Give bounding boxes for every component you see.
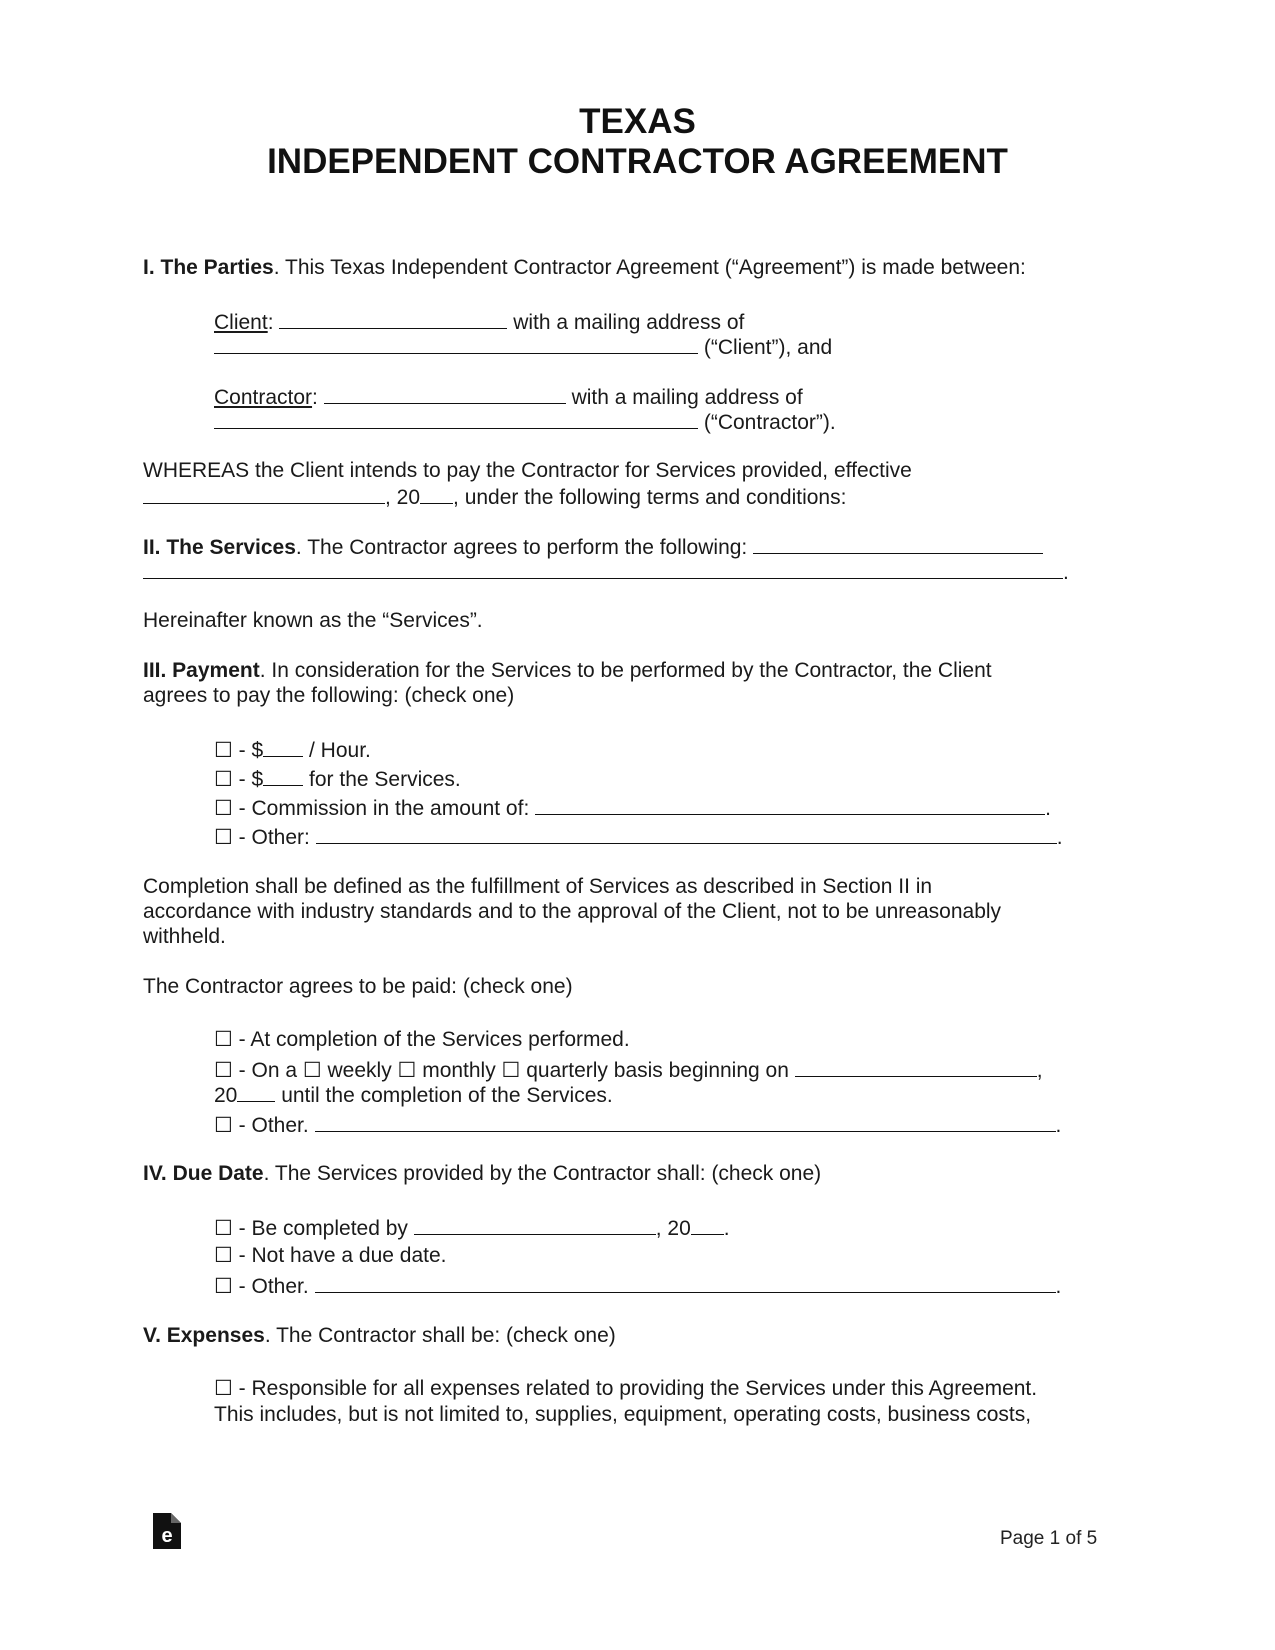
- whereas-terms: , under the following terms and conditions:: [453, 486, 847, 509]
- expenses-paragraph: [143, 1323, 616, 1348]
- whereas-year-prefix: , 20: [385, 486, 421, 509]
- whereas-line1: WHEREAS the Client intends to pay the Contractor for Services provided, effective: [143, 459, 912, 482]
- payment-heading: III. Payment: [143, 659, 260, 682]
- contractor-mailing-text: with a mailing address of: [571, 386, 803, 409]
- effective-date-field[interactable]: [143, 483, 385, 504]
- parties-heading: I. The Parties: [143, 256, 274, 279]
- paid-option-completion[interactable]: ☐ - At completion of the Services performed.: [214, 1028, 630, 1051]
- contractor-label: Contractor: [214, 386, 313, 409]
- logo-letter: e: [161, 1525, 173, 1547]
- contractor-name-field[interactable]: [324, 383, 566, 404]
- contractor-line: Contractor: with a mailing address of: [214, 383, 803, 410]
- eforms-logo-icon: [153, 1513, 181, 1549]
- client-address-line: [214, 333, 832, 360]
- due-by-year-field[interactable]: [691, 1214, 724, 1235]
- paid-other-checkbox-label[interactable]: ☐ - Other.: [214, 1114, 309, 1137]
- client-label: Client: [214, 311, 268, 334]
- periodic-checkbox-label[interactable]: ☐ - On a ☐ weekly ☐ monthly ☐ quarterly basis beginning on: [214, 1059, 789, 1082]
- periodic-start-date-field[interactable]: [795, 1056, 1037, 1077]
- client-suffix: (“Client”), and: [703, 336, 833, 359]
- payment-other-field[interactable]: [316, 823, 1057, 844]
- due-date-paragraph: [143, 1161, 821, 1186]
- due-by-checkbox-label[interactable]: ☐ - Be completed by: [214, 1217, 408, 1240]
- client-name-field[interactable]: [279, 308, 507, 329]
- payment-other-checkbox-label[interactable]: ☐ - Other:: [214, 826, 310, 849]
- expenses-heading: V. Expenses: [143, 1324, 265, 1347]
- hourly-suffix: / Hour.: [309, 739, 371, 762]
- paid-option-periodic[interactable]: ☐ - On a ☐ weekly ☐ monthly ☐ quarterly basis beginning on ,: [214, 1056, 1043, 1083]
- contractor-address-line: [214, 408, 836, 435]
- services-field-2[interactable]: [143, 558, 1063, 579]
- payment-option-hourly[interactable]: [214, 736, 371, 763]
- expenses-option-line1[interactable]: ☐ - Responsible for all expenses related to providing the Services under this Agreement.: [214, 1377, 1038, 1400]
- client-line: Client: with a mailing address of: [214, 308, 744, 335]
- flat-fee-field[interactable]: [263, 765, 303, 786]
- due-date-heading: IV. Due Date: [143, 1162, 264, 1185]
- completion-line2: accordance with industry standards and to the approval of the Client, not to be unreasonably: [143, 900, 1002, 923]
- payment-option-commission[interactable]: ☐ - Commission in the amount of: .: [214, 794, 1051, 821]
- client-mailing-text: with a mailing address of: [513, 311, 745, 334]
- due-by-year-prefix: , 20: [655, 1217, 691, 1240]
- due-by-date-field[interactable]: [414, 1214, 656, 1235]
- flat-checkbox-label[interactable]: ☐ - $: [214, 768, 264, 791]
- due-option-by[interactable]: ☐ - Be completed by , 20 .: [214, 1214, 730, 1241]
- due-other-field[interactable]: [315, 1272, 1056, 1293]
- document-title: INDEPENDENT CONTRACTOR AGREEMENT: [267, 142, 1008, 181]
- services-hereinafter: Hereinafter known as the “Services”.: [143, 609, 483, 632]
- payment-option-flat[interactable]: [214, 765, 461, 792]
- paid-option-other[interactable]: ☐ - Other. .: [214, 1111, 1061, 1138]
- services-field-1[interactable]: [753, 533, 1043, 554]
- contractor-suffix: (“Contractor”).: [703, 411, 836, 434]
- due-option-none[interactable]: ☐ - Not have a due date.: [214, 1244, 447, 1267]
- services-paragraph: [143, 533, 1043, 560]
- services-text: . The Contractor agrees to perform the following:: [295, 536, 748, 559]
- payment-option-other[interactable]: ☐ - Other: .: [214, 823, 1063, 850]
- flat-suffix: for the Services.: [309, 768, 461, 791]
- parties-paragraph: [143, 255, 1026, 280]
- hourly-rate-field[interactable]: [263, 736, 303, 757]
- due-date-text: . The Services provided by the Contractor shall: (check one): [263, 1162, 822, 1185]
- commission-field[interactable]: [535, 794, 1045, 815]
- payment-line1: . In consideration for the Services to be performed by the Contractor, the Client: [259, 659, 992, 682]
- document-title-state: TEXAS: [579, 102, 696, 141]
- expenses-option-line2: This includes, but is not limited to, supplies, equipment, operating costs, business costs,: [214, 1403, 1032, 1426]
- commission-checkbox-label[interactable]: ☐ - Commission in the amount of:: [214, 797, 530, 820]
- due-option-other[interactable]: ☐ - Other. .: [214, 1272, 1061, 1299]
- services-heading: II. The Services: [143, 536, 296, 559]
- client-address-field[interactable]: [214, 333, 698, 354]
- completion-line3: withheld.: [143, 925, 226, 948]
- paid-periodic-line2: [214, 1081, 613, 1108]
- contractor-address-field[interactable]: [214, 408, 698, 429]
- periodic-end-text: until the completion of the Services.: [281, 1084, 613, 1107]
- services-line2: .: [143, 558, 1069, 585]
- expenses-text: . The Contractor shall be: (check one): [264, 1324, 616, 1347]
- whereas-line2: [143, 483, 846, 510]
- completion-line1: Completion shall be defined as the fulfillment of Services as described in Section II in: [143, 875, 933, 898]
- parties-intro: . This Texas Independent Contractor Agreement (“Agreement”) is made between:: [273, 256, 1026, 279]
- due-other-checkbox-label[interactable]: ☐ - Other.: [214, 1275, 309, 1298]
- page-number: Page 1 of 5: [1000, 1528, 1098, 1549]
- hourly-checkbox-label[interactable]: ☐ - $: [214, 739, 264, 762]
- paid-other-field[interactable]: [315, 1111, 1056, 1132]
- periodic-year-prefix: 20: [214, 1084, 238, 1107]
- effective-year-field[interactable]: [420, 483, 453, 504]
- payment-paragraph: [143, 658, 992, 683]
- paid-intro: The Contractor agrees to be paid: (check one): [143, 975, 573, 998]
- payment-line2: agrees to pay the following: (check one): [143, 684, 515, 707]
- periodic-year-field[interactable]: [237, 1081, 275, 1102]
